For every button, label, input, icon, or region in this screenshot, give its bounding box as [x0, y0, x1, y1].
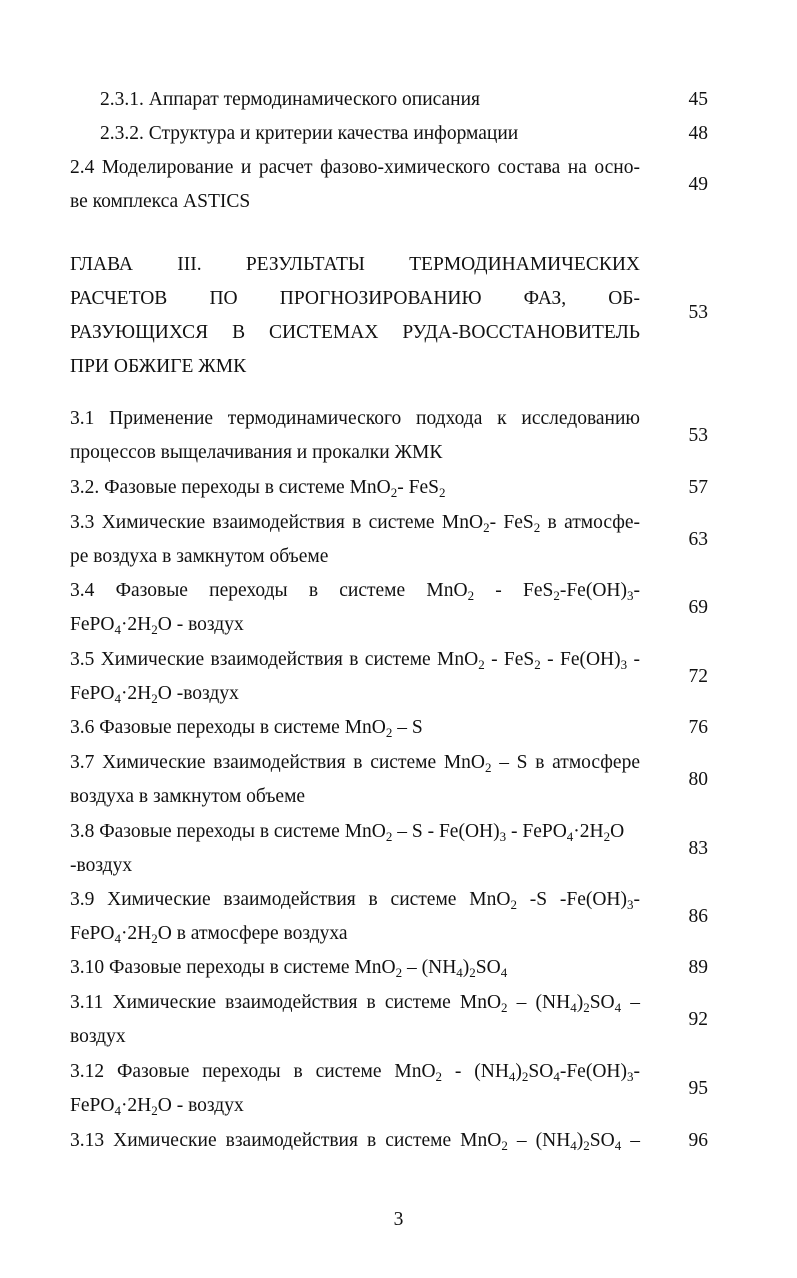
toc-entry-line: 3.6 Фазовые переходы в системе MnO$_2$ – S: [70, 717, 423, 740]
toc-entry-line: 2.4 Моделирование и расчет фазово-химического состава на осно-: [70, 157, 640, 178]
subscript-digit: 2: [485, 760, 492, 775]
toc-page-number: 53: [688, 425, 708, 446]
subscript-digit: 4: [114, 691, 121, 706]
toc-entry-line: $FePO_4\cdot 2H_2O$ - воздух: [70, 1095, 244, 1118]
subscript-digit: 2: [478, 657, 485, 672]
subscript-digit: 2: [534, 657, 541, 672]
toc-page-number: 80: [688, 769, 708, 790]
subscript-digit: 2: [510, 897, 517, 912]
subscript-digit: 4: [570, 1138, 577, 1153]
toc-entry-line: $FePO_4\cdot 2H_2O$ в атмосфере воздуха: [70, 923, 348, 946]
subscript-digit: 2: [583, 1000, 590, 1015]
subscript-digit: 2: [583, 1138, 590, 1153]
toc-chapter-line: РАСЧЕТОВ ПО ПРОГНОЗИРОВАНИЮ ФАЗ, ОБ-: [70, 288, 640, 309]
toc-entry-line: 3.9 Химические взаимодействия в системе MnO$_2$ -S $-Fe(OH)_3-$: [70, 889, 641, 912]
subscript-digit: 2: [501, 1138, 508, 1153]
subscript-digit: 2: [385, 725, 393, 740]
toc-entry-line: 3.4 Фазовые переходы в системе $MnO_2 - FeS_2-Fe(OH)_3-$: [70, 580, 640, 603]
subscript-digit: 4: [553, 1069, 560, 1084]
subscript-digit: 2: [385, 829, 393, 844]
toc-entry-line: ве комплекса ASTICS: [70, 191, 251, 212]
subscript-digit: 3: [627, 588, 634, 603]
toc-entry-line: 3.11 Химические взаимодействия в системе $MnO_2 - (NH_4)_2SO_4$ –: [70, 992, 640, 1015]
toc-page-number: 49: [688, 174, 708, 195]
subscript-digit: 4: [570, 1000, 577, 1015]
toc-page-number: 69: [688, 597, 708, 618]
subscript-digit: 2: [469, 965, 476, 980]
subscript-digit: 3: [499, 829, 507, 844]
toc-page-number: 92: [688, 1009, 708, 1030]
toc-page-number: 48: [688, 123, 708, 144]
toc-page-number: 53: [688, 302, 708, 323]
toc-entry-line: 3.1 Применение термодинамического подхода к исследованию: [70, 408, 640, 429]
toc-page-number: 96: [688, 1130, 708, 1151]
subscript-digit: 2: [151, 622, 158, 637]
subscript-digit: 2: [435, 1069, 443, 1084]
toc-chapter-line: ПРИ ОБЖИГЕ ЖМК: [70, 356, 247, 377]
subscript-digit: 2: [151, 931, 158, 946]
subscript-digit: 2: [395, 965, 403, 980]
toc-page-number: 63: [688, 529, 708, 550]
toc-page-number: 45: [688, 89, 708, 110]
subscript-digit: 2: [533, 520, 541, 535]
toc-page-number: 72: [688, 666, 708, 687]
subscript-digit: 2: [438, 485, 446, 500]
toc-page-number: 57: [688, 477, 708, 498]
toc-entry-line: 3.10 Фазовые переходы в системе $MnO_2 - (NH_4)_2SO_4$: [70, 957, 508, 980]
toc-entry-line: процессов выщелачивания и прокалки ЖМК: [70, 442, 443, 463]
subscript-digit: 2: [483, 520, 490, 535]
toc-entry-line: 3.13 Химические взаимодействия в системе $MnO_2 - (NH_4)_2SO_4$ –: [70, 1130, 640, 1153]
subscript-digit: 4: [614, 1138, 622, 1153]
toc-page-number: 95: [688, 1078, 708, 1099]
toc-page-number: 76: [688, 717, 708, 738]
toc-entry-line: $FePO_4\cdot 2H_2O$ -воздух: [70, 683, 239, 706]
toc-entry-line: 3.2. Фазовые переходы в системе MnO$_2$- FeS$_2$: [70, 477, 446, 500]
subscript-digit: 2: [521, 1069, 529, 1084]
toc-entry-line: 3.8 Фазовые переходы в системе MnO$_2$ – S - $Fe(OH)_3$ - $FePO_4\cdot 2H_2O$: [70, 821, 625, 844]
subscript-digit: 3: [620, 657, 628, 672]
subscript-digit: 2: [603, 829, 611, 844]
toc-page-number: 89: [688, 957, 708, 978]
toc-chapter-line: РАЗУЮЩИХСЯ В СИСТЕМАХ РУДА-ВОССТАНОВИТЕЛЬ: [70, 322, 640, 343]
toc-entry-line: воздуха в замкнутом объеме: [70, 786, 306, 807]
toc-entry-line: 3.12 Фазовые переходы в системе $MnO_2 - (NH_4)_2SO_4-Fe(OH)_3-$: [70, 1061, 640, 1084]
subscript-digit: 2: [553, 588, 560, 603]
toc-chapter-line: ГЛАВА III. РЕЗУЛЬТАТЫ ТЕРМОДИНАМИЧЕСКИХ: [70, 254, 640, 275]
subscript-digit: 4: [614, 1000, 622, 1015]
toc-entry-line: 2.3.1. Аппарат термодинамического описания: [100, 89, 481, 110]
toc-entry-line: 3.7 Химические взаимодействия в системе MnO$_2$ – S в атмосфере: [70, 752, 640, 775]
subscript-digit: 2: [151, 691, 158, 706]
toc-page-number: 83: [688, 838, 708, 859]
subscript-digit: 4: [508, 1069, 516, 1084]
subscript-digit: 4: [566, 829, 574, 844]
subscript-digit: 4: [114, 931, 121, 946]
toc-entry-line: воздух: [70, 1026, 126, 1047]
subscript-digit: 4: [456, 965, 463, 980]
subscript-digit: 4: [114, 622, 121, 637]
toc-entry-line: 3.5 Химические взаимодействия в системе $MnO_2 - FeS_2 - Fe(OH)_3$ -: [70, 649, 640, 672]
subscript-digit: 2: [501, 1000, 508, 1015]
subscript-digit: 2: [467, 588, 475, 603]
subscript-digit: 4: [500, 965, 508, 980]
toc-entry-line: 2.3.2. Структура и критерии качества информации: [100, 123, 519, 144]
subscript-digit: 4: [114, 1103, 121, 1118]
toc-page-number: 86: [688, 906, 708, 927]
toc-entry-line: -воздух: [70, 855, 133, 876]
subscript-digit: 2: [151, 1103, 158, 1118]
page-number: 3: [393, 1209, 404, 1230]
toc-entry-line: $FePO_4\cdot 2H_2O$ - воздух: [70, 614, 244, 637]
toc-entry-line: 3.3 Химические взаимодействия в системе MnO$_2$- FeS$_2$ в атмосфе-: [70, 512, 641, 535]
subscript-digit: 3: [627, 897, 634, 912]
subscript-digit: 3: [627, 1069, 634, 1084]
subscript-digit: 2: [390, 485, 398, 500]
toc-entry-line: ре воздуха в замкнутом объеме: [70, 546, 329, 567]
